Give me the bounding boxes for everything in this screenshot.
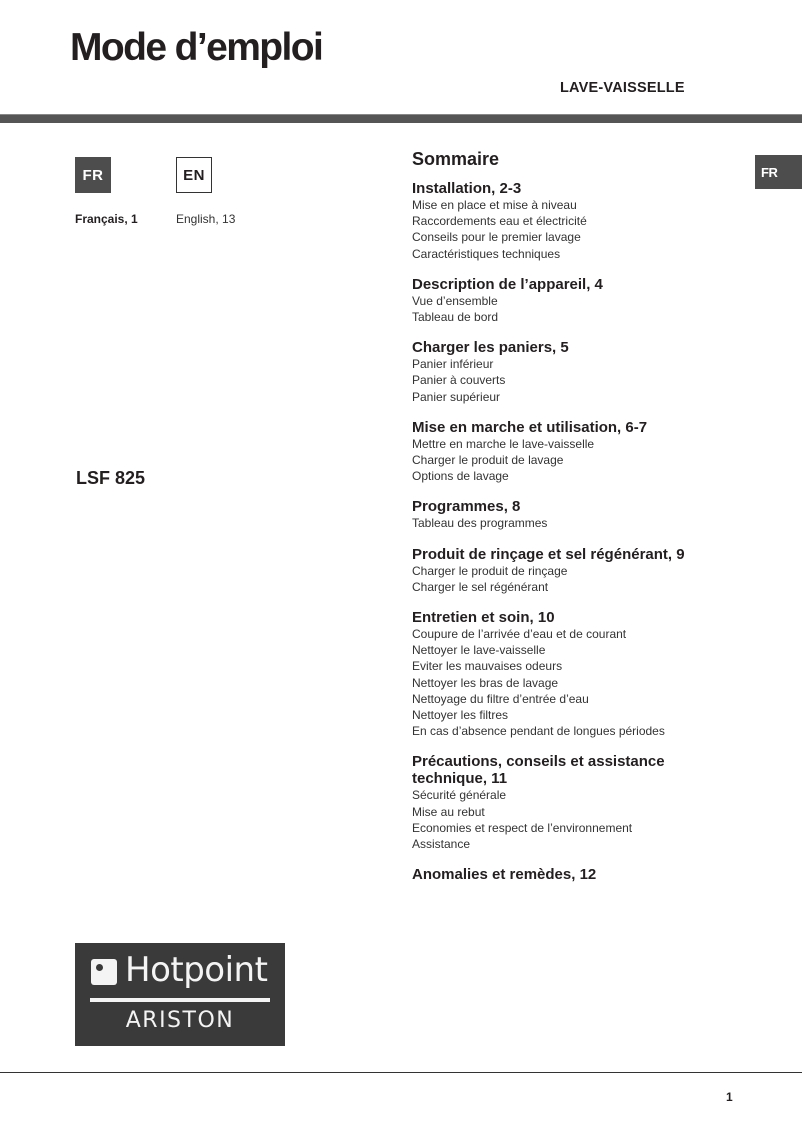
toc-item[interactable]: Nettoyage du filtre d’entrée d’eau (412, 691, 589, 706)
model-number: LSF 825 (76, 468, 146, 488)
language-box-en[interactable]: EN (176, 157, 212, 193)
language-box-fr[interactable]: FR (75, 157, 111, 193)
toc-item[interactable]: Tableau des programmes (412, 516, 548, 531)
toc-section (412, 180, 742, 262)
header-divider (0, 114, 802, 123)
toc-item[interactable]: Mise en place et mise à niveau (412, 198, 577, 212)
logo-brand-text: Hotpoint (125, 950, 268, 990)
toc-item[interactable]: Panier supérieur (412, 389, 501, 404)
language-label-fr[interactable]: Français, 1 (75, 212, 138, 226)
toc-item[interactable]: Sécurité générale (412, 788, 507, 803)
toc-item[interactable]: Vue d’ensemble (412, 293, 498, 308)
toc-section-title[interactable]: Programmes, 8 (412, 498, 521, 516)
toc-item[interactable]: Nettoyer le lave-vaisselle (412, 643, 546, 658)
toc-item[interactable]: Raccordements eau et électricité (412, 214, 587, 229)
toc-item[interactable]: Charger le produit de rinçage (412, 563, 568, 578)
toc-item[interactable]: Nettoyer les bras de lavage (412, 675, 559, 690)
toc-section-title[interactable]: Mise en marche et utilisation, 6-7 (412, 418, 648, 436)
toc-item[interactable]: Charger le sel régénérant (412, 579, 549, 594)
toc-item[interactable]: Panier à couverts (412, 373, 506, 388)
brand-logo (75, 943, 285, 1046)
toc-sections (412, 180, 742, 883)
toc-section (412, 546, 742, 595)
toc-section (412, 866, 742, 883)
toc-item[interactable]: En cas d’absence pendant de longues périodes (412, 724, 665, 739)
toc-section-title[interactable]: Installation, 2-3 (412, 180, 522, 197)
logo-mark-icon (91, 959, 117, 985)
toc-item[interactable]: Mise au rebut (412, 804, 485, 819)
toc-section (412, 609, 742, 739)
toc-section-title[interactable]: Produit de rinçage et sel régénérant, 9 (412, 545, 685, 563)
toc-item[interactable]: Charger le produit de lavage (412, 453, 564, 468)
document-title: Mode d’emploi (70, 26, 323, 69)
toc-section-title[interactable]: Entretien et soin, 10 (412, 609, 555, 627)
toc-item[interactable]: Caractéristiques techniques (412, 246, 561, 261)
logo-sub-brand-text: ARISTON (125, 1008, 235, 1033)
logo-divider (90, 998, 270, 1002)
toc-section-title[interactable]: Anomalies et remèdes, 12 (412, 866, 597, 884)
toc-section-title[interactable]: Charger les paniers, 5 (412, 339, 569, 357)
toc-item[interactable]: Conseils pour le premier lavage (412, 230, 581, 245)
language-label-en[interactable]: English, 13 (176, 212, 236, 226)
page-number: 1 (726, 1090, 733, 1104)
table-of-contents (412, 148, 742, 897)
footer-divider (0, 1072, 802, 1073)
toc-section (412, 498, 742, 531)
toc-item[interactable]: Eviter les mauvaises odeurs (412, 659, 563, 674)
toc-heading: Sommaire (412, 149, 500, 169)
toc-item[interactable]: Nettoyer les filtres (412, 708, 509, 723)
toc-item[interactable]: Tableau de bord (412, 310, 499, 325)
toc-section (412, 753, 742, 852)
toc-section (412, 339, 742, 405)
side-language-tab: FR (755, 155, 802, 189)
toc-item[interactable]: Coupure de l’arrivée d’eau et de courant (412, 627, 627, 642)
toc-item[interactable]: Mettre en marche le lave-vaisselle (412, 436, 595, 451)
toc-item[interactable]: Assistance (412, 837, 471, 852)
toc-item[interactable]: Economies et respect de l’environnement (412, 820, 633, 835)
toc-section-title[interactable]: Précautions, conseils et assistance technique, 11 (412, 753, 665, 788)
product-category: LAVE-VAISSELLE (560, 80, 685, 96)
toc-item[interactable]: Panier inférieur (412, 357, 494, 372)
toc-section (412, 419, 742, 485)
toc-section (412, 276, 742, 325)
toc-section-title[interactable]: Description de l’appareil, 4 (412, 275, 603, 293)
toc-item[interactable]: Options de lavage (412, 469, 509, 484)
